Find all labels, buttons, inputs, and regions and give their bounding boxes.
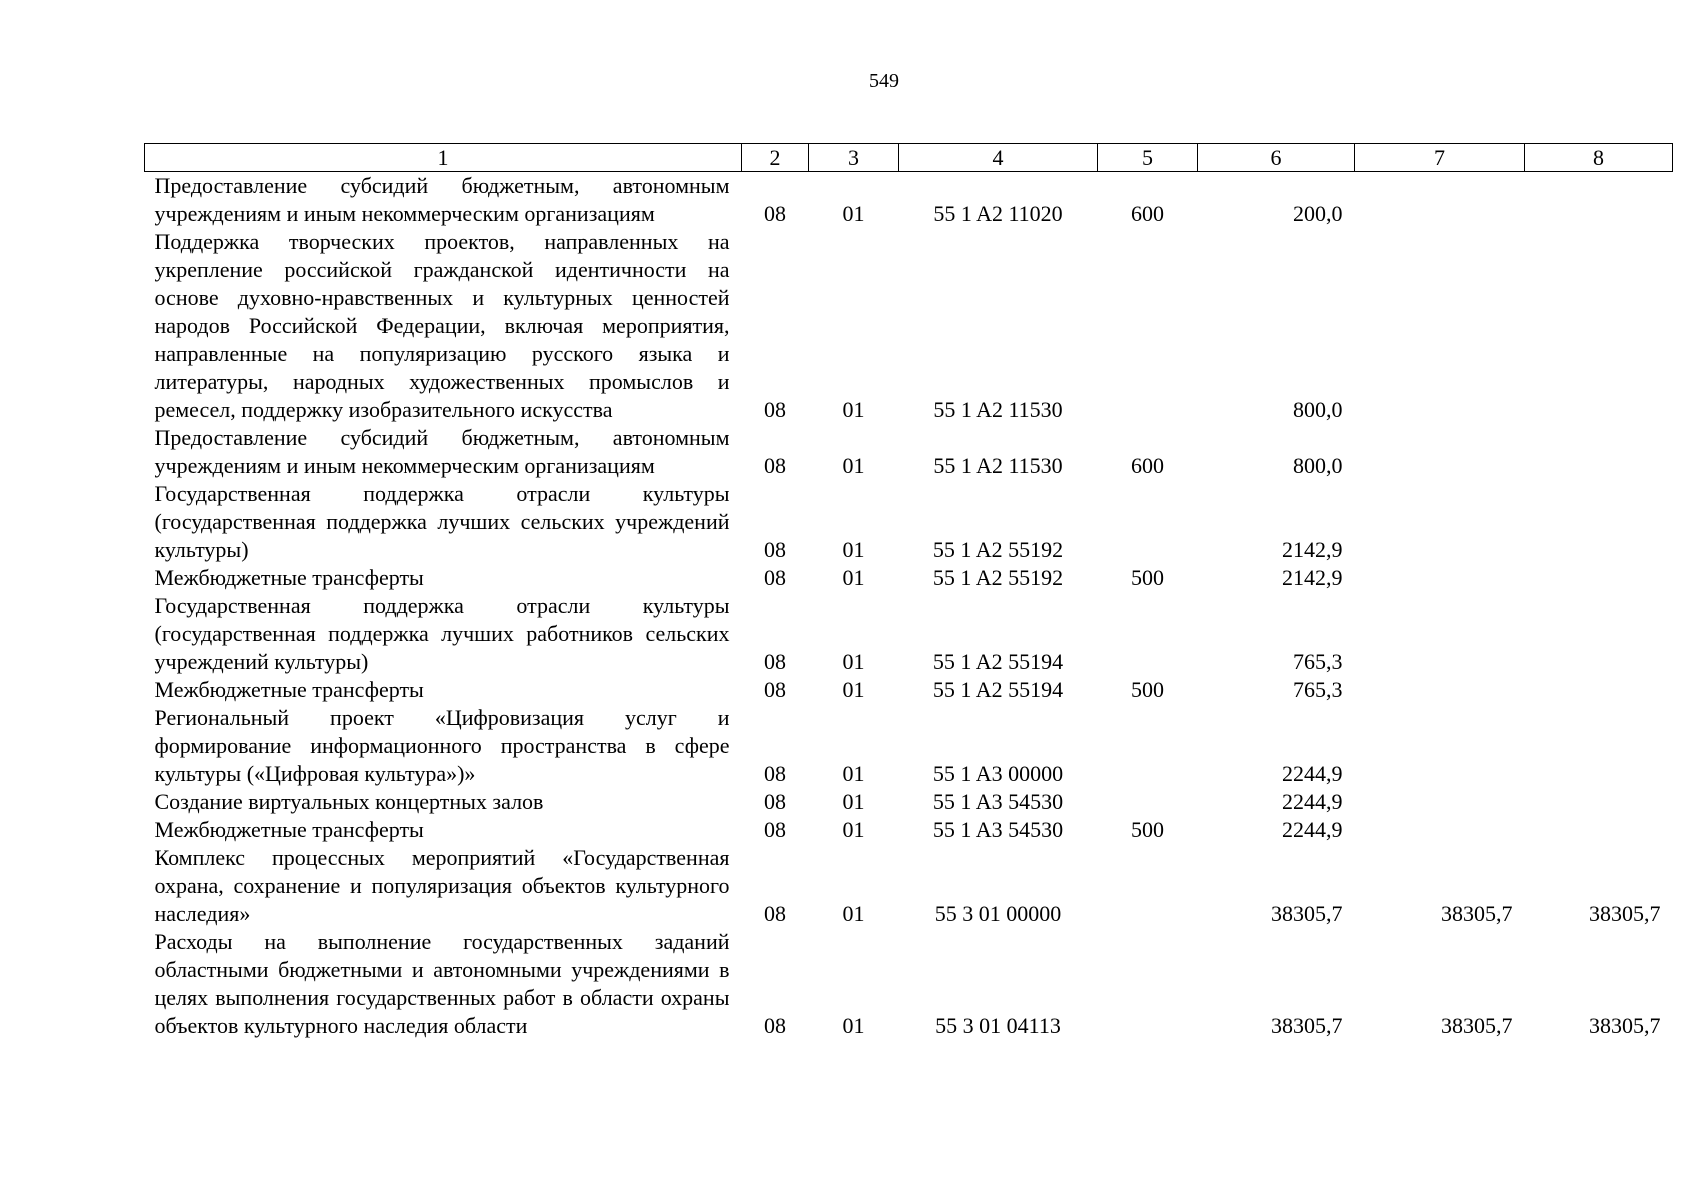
row-expense-type — [1098, 788, 1198, 816]
row-expense-type — [1098, 704, 1198, 788]
row-amount-7 — [1355, 564, 1525, 592]
row-subsection: 01 — [842, 677, 865, 702]
row-subsection: 01 — [842, 1013, 865, 1038]
row-amount-7 — [1355, 228, 1525, 424]
row-subsection: 01 — [842, 537, 865, 562]
table-row — [145, 564, 1673, 592]
table-header — [145, 144, 1673, 172]
row-amount-8 — [1525, 676, 1673, 704]
row-amount-6: 2142,9 — [1282, 565, 1343, 590]
row-name: Создание виртуальных концертных залов — [154, 789, 544, 814]
row-amount-8 — [1525, 424, 1673, 480]
row-section: 08 — [764, 789, 786, 814]
table-row — [145, 424, 1673, 480]
row-subsection: 01 — [842, 201, 865, 226]
row-amount-7 — [1355, 424, 1525, 480]
row-name: Межбюджетные трансферты — [154, 677, 424, 702]
row-amount-6: 38305,7 — [1271, 1013, 1343, 1038]
row-amount-6: 800,0 — [1293, 453, 1343, 478]
row-target-code: 55 1 A2 55192 — [932, 537, 1064, 562]
row-amount-8: 38305,7 — [1589, 1013, 1661, 1038]
row-amount-7 — [1355, 676, 1525, 704]
row-amount-8 — [1525, 592, 1673, 676]
row-section: 08 — [764, 901, 786, 926]
row-amount-8 — [1525, 172, 1673, 229]
row-expense-type: 500 — [1131, 677, 1164, 702]
header-col-7: 7 — [1355, 144, 1525, 172]
row-subsection: 01 — [842, 817, 865, 842]
row-amount-7: 38305,7 — [1441, 1013, 1513, 1038]
row-name: Предоставление субсидий бюджетным, автономным учреждениям и иным некоммерческим организациям — [154, 425, 730, 478]
row-section: 08 — [764, 649, 786, 674]
row-amount-7 — [1355, 788, 1525, 816]
row-amount-7 — [1355, 704, 1525, 788]
row-amount-6: 2244,9 — [1282, 761, 1343, 786]
header-row — [145, 144, 1673, 172]
row-amount-7: 38305,7 — [1441, 901, 1513, 926]
row-expense-type — [1098, 480, 1198, 564]
table-body — [145, 172, 1673, 1041]
table-row — [145, 592, 1673, 676]
row-name: Государственная поддержка отрасли культуры (государственная поддержка лучших сельских учреждений культуры) — [154, 481, 730, 562]
row-section: 08 — [764, 817, 786, 842]
row-name: Поддержка творческих проектов, направленных на укрепление российской гражданской идентичности на основе духовно-нравственных и культурных ценностей народов Российской Федерации, включая мероприятия, направленные на популяризацию русского языка и литературы, народных художественных промыслов и ремесел, поддержку изобразительного искусства — [154, 229, 730, 422]
row-expense-type — [1098, 228, 1198, 424]
table-row — [145, 844, 1673, 928]
header-col-1: 1 — [145, 144, 742, 172]
row-section: 08 — [764, 397, 786, 422]
table-row — [145, 928, 1673, 1040]
row-name: Расходы на выполнение государственных заданий областными бюджетными и автономными учреждениями в целях выполнения государственных работ в области охраны объектов культурного наследия области — [154, 929, 730, 1038]
header-col-8: 8 — [1525, 144, 1673, 172]
row-target-code: 55 3 01 00000 — [934, 901, 1062, 926]
header-col-5: 5 — [1098, 144, 1198, 172]
row-amount-8 — [1525, 480, 1673, 564]
row-name: Комплекс процессных мероприятий «Государственная охрана, сохранение и популяризация объектов культурного наследия» — [154, 845, 730, 926]
header-col-2: 2 — [742, 144, 809, 172]
row-expense-type — [1098, 844, 1198, 928]
row-section: 08 — [764, 761, 786, 786]
row-amount-6: 2244,9 — [1282, 817, 1343, 842]
row-subsection: 01 — [842, 789, 865, 814]
header-col-6: 6 — [1198, 144, 1355, 172]
row-target-code: 55 3 01 04113 — [935, 1013, 1061, 1038]
row-expense-type: 500 — [1131, 565, 1164, 590]
row-amount-8 — [1525, 788, 1673, 816]
row-target-code: 55 1 A2 11020 — [933, 201, 1063, 226]
table-row — [145, 172, 1673, 229]
row-amount-7 — [1355, 480, 1525, 564]
row-subsection: 01 — [842, 649, 865, 674]
header-col-4: 4 — [899, 144, 1098, 172]
budget-table — [144, 143, 1673, 1040]
row-amount-8 — [1525, 564, 1673, 592]
row-target-code: 55 1 A3 00000 — [932, 761, 1064, 786]
row-expense-type: 600 — [1131, 201, 1164, 226]
table-row — [145, 816, 1673, 844]
row-amount-6: 800,0 — [1293, 397, 1343, 422]
row-section: 08 — [764, 677, 786, 702]
row-section: 08 — [764, 537, 786, 562]
row-target-code: 55 1 A2 55194 — [932, 649, 1064, 674]
row-target-code: 55 1 A2 55192 — [932, 565, 1064, 590]
row-amount-6: 2244,9 — [1282, 789, 1343, 814]
page-number: 549 — [869, 70, 899, 92]
row-expense-type — [1098, 592, 1198, 676]
row-amount-8 — [1525, 816, 1673, 844]
row-amount-7 — [1355, 172, 1525, 229]
row-target-code: 55 1 A3 54530 — [932, 789, 1064, 814]
row-name: Государственная поддержка отрасли культуры (государственная поддержка лучших работников сельских учреждений культуры) — [154, 593, 730, 674]
row-target-code: 55 1 A2 55194 — [932, 677, 1064, 702]
table-row — [145, 228, 1673, 424]
row-name: Региональный проект «Цифровизация услуг и формирование информационного пространства в сфере культуры («Цифровая культура»)» — [154, 705, 730, 786]
row-amount-6: 200,0 — [1293, 201, 1343, 226]
table-row — [145, 704, 1673, 788]
row-amount-6: 2142,9 — [1282, 537, 1343, 562]
row-subsection: 01 — [842, 565, 865, 590]
row-expense-type: 600 — [1131, 453, 1164, 478]
table-row — [145, 676, 1673, 704]
row-amount-7 — [1355, 816, 1525, 844]
row-name: Межбюджетные трансферты — [154, 565, 424, 590]
row-section: 08 — [764, 1013, 786, 1038]
row-amount-8: 38305,7 — [1589, 901, 1661, 926]
row-name: Предоставление субсидий бюджетным, автономным учреждениям и иным некоммерческим организациям — [154, 173, 730, 226]
row-target-code: 55 1 A2 11530 — [933, 453, 1063, 478]
row-amount-8 — [1525, 228, 1673, 424]
row-section: 08 — [764, 565, 786, 590]
row-amount-6: 38305,7 — [1271, 901, 1343, 926]
header-col-3: 3 — [809, 144, 899, 172]
row-amount-7 — [1355, 592, 1525, 676]
row-target-code: 55 1 A3 54530 — [932, 817, 1064, 842]
row-amount-6: 765,3 — [1293, 649, 1343, 674]
row-amount-8 — [1525, 704, 1673, 788]
row-subsection: 01 — [842, 901, 865, 926]
row-expense-type: 500 — [1131, 817, 1164, 842]
row-amount-6: 765,3 — [1293, 677, 1343, 702]
row-subsection: 01 — [842, 761, 865, 786]
row-section: 08 — [764, 201, 786, 226]
table-row — [145, 788, 1673, 816]
row-expense-type — [1098, 928, 1198, 1040]
row-subsection: 01 — [842, 397, 865, 422]
row-target-code: 55 1 A2 11530 — [933, 397, 1063, 422]
table-row — [145, 480, 1673, 564]
row-subsection: 01 — [842, 453, 865, 478]
row-section: 08 — [764, 453, 786, 478]
row-name: Межбюджетные трансферты — [154, 817, 424, 842]
